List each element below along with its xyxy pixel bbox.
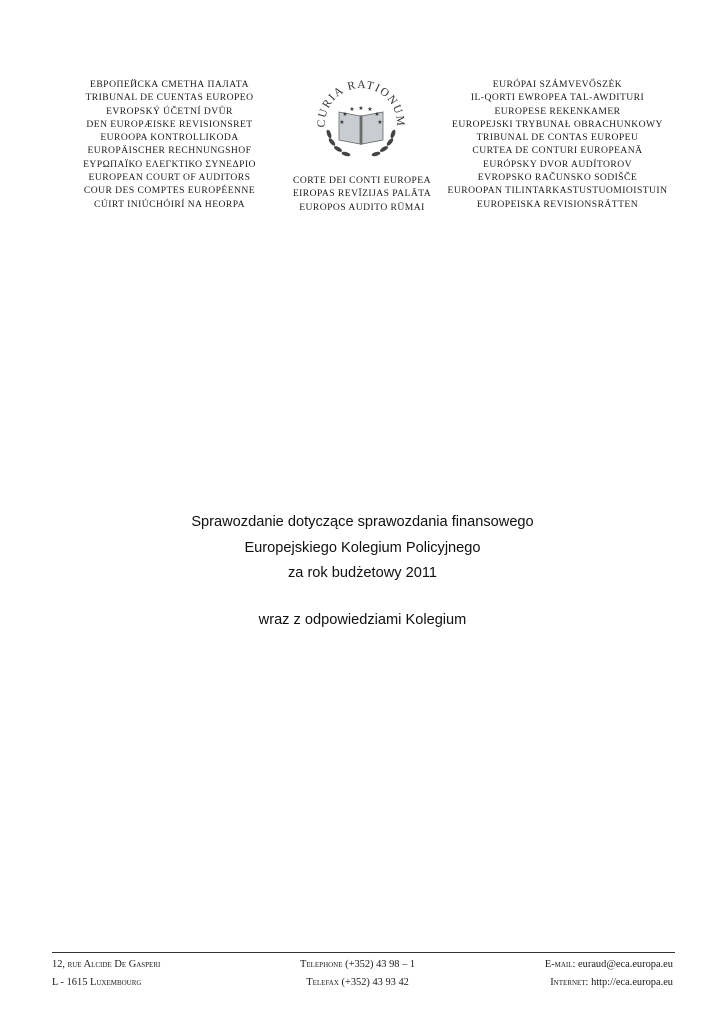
court-name: CÚIRT INIÚCHÓIRÍ NA HEORPA: [93, 198, 246, 210]
svg-text:★: ★: [339, 119, 345, 126]
website-link[interactable]: http://eca.europa.eu: [591, 977, 673, 988]
court-name: EVROPSKO RAČUNSKO SODIŠČE: [477, 172, 638, 184]
court-names-center-column: [282, 174, 442, 214]
title-line-3: za rok budżetowy 2011: [287, 565, 437, 581]
svg-text:★: ★: [374, 111, 380, 118]
svg-text:★: ★: [349, 106, 355, 113]
court-name: EUROPEJSKI TRYBUNAŁ OBRACHUNKOWY: [452, 118, 663, 130]
internet-label: Internet:: [550, 977, 589, 988]
footer-phone: [300, 956, 415, 992]
court-name: IL-QORTI EWROPEA TAL-AWDITURI: [470, 92, 645, 104]
court-name: EURÓPSKY DVOR AUDÍTOROV: [483, 158, 632, 170]
title-line-2: Europejskiego Kolegium Policyjnego: [244, 540, 481, 556]
svg-text:★: ★: [377, 119, 383, 126]
court-names-left-column: [62, 78, 277, 211]
email-label: E-mail:: [544, 959, 576, 970]
telefax-label: Telefax: [306, 977, 339, 988]
svg-text:★: ★: [358, 105, 364, 112]
court-name: CURTEA DE CONTURI EUROPEANĂ: [472, 145, 643, 157]
court-name: EUROPOS AUDITO RŪMAI: [299, 201, 425, 213]
court-name: EUROPEISKA REVISIONSRÄTTEN: [476, 198, 639, 210]
court-names-right-column: [445, 78, 670, 211]
court-name: EURÓPAI SZÁMVEVŐSZÉK: [492, 79, 623, 90]
court-name: CORTE DEI CONTI EUROPEA: [293, 175, 431, 186]
court-name: DEN EUROPÆISKE REVISIONSRET: [86, 118, 253, 130]
court-name: EUROPEAN COURT OF AUDITORS: [88, 172, 251, 184]
court-name: EUROPÄISCHER RECHNUNGSHOF: [87, 145, 252, 157]
telephone-label: Telephone: [300, 959, 343, 970]
logo-motto: CURIA RATIONUM: [315, 80, 407, 128]
title-line-4: wraz z odpowiedziami Kolegium: [258, 612, 467, 628]
email-link[interactable]: euraud@eca.europa.eu: [578, 959, 673, 970]
address-city: L - 1615 Luxembourg: [52, 977, 142, 988]
footer-address: [52, 956, 160, 992]
title-line-1: Sprawozdanie dotyczące sprawozdania finansowego: [191, 514, 534, 530]
court-name: EUROPESE REKENKAMER: [494, 105, 621, 117]
footer-divider: [52, 952, 675, 953]
court-name: ЕВРОПЕЙСКА СМЕТНА ПАЛАТА: [90, 79, 249, 90]
court-name: EIROPAS REVĪZIJAS PALĀTA: [292, 188, 432, 200]
court-name: EVROPSKÝ ÚČETNÍ DVŮR: [106, 105, 233, 117]
court-name: ΕΥΡΩΠΑΪΚΟ ΕΛΕΓΚΤΙΚΟ ΣΥΝΕΔΡΙΟ: [83, 158, 256, 170]
court-name: EUROOPA KONTROLLIKODA: [100, 132, 239, 144]
footer-contact: [545, 956, 673, 992]
address-street: 12, rue Alcide De Gasperi: [52, 959, 161, 970]
telephone-value: (+352) 43 98 – 1: [345, 959, 416, 970]
court-name: TRIBUNAL DE CUENTAS EUROPEO: [85, 92, 254, 104]
svg-text:★: ★: [342, 111, 348, 118]
court-name: TRIBUNAL DE CONTAS EUROPEU: [476, 132, 639, 144]
svg-text:★: ★: [367, 106, 373, 113]
court-name: COUR DES COMPTES EUROPÉENNE: [83, 185, 256, 197]
eca-logo-icon: [311, 80, 411, 168]
court-name: EUROOPAN TILINTARKASTUSTUOMIOISTUIN: [447, 185, 668, 197]
eca-logo: [311, 80, 411, 168]
telefax-value: (+352) 43 93 42: [341, 977, 409, 988]
